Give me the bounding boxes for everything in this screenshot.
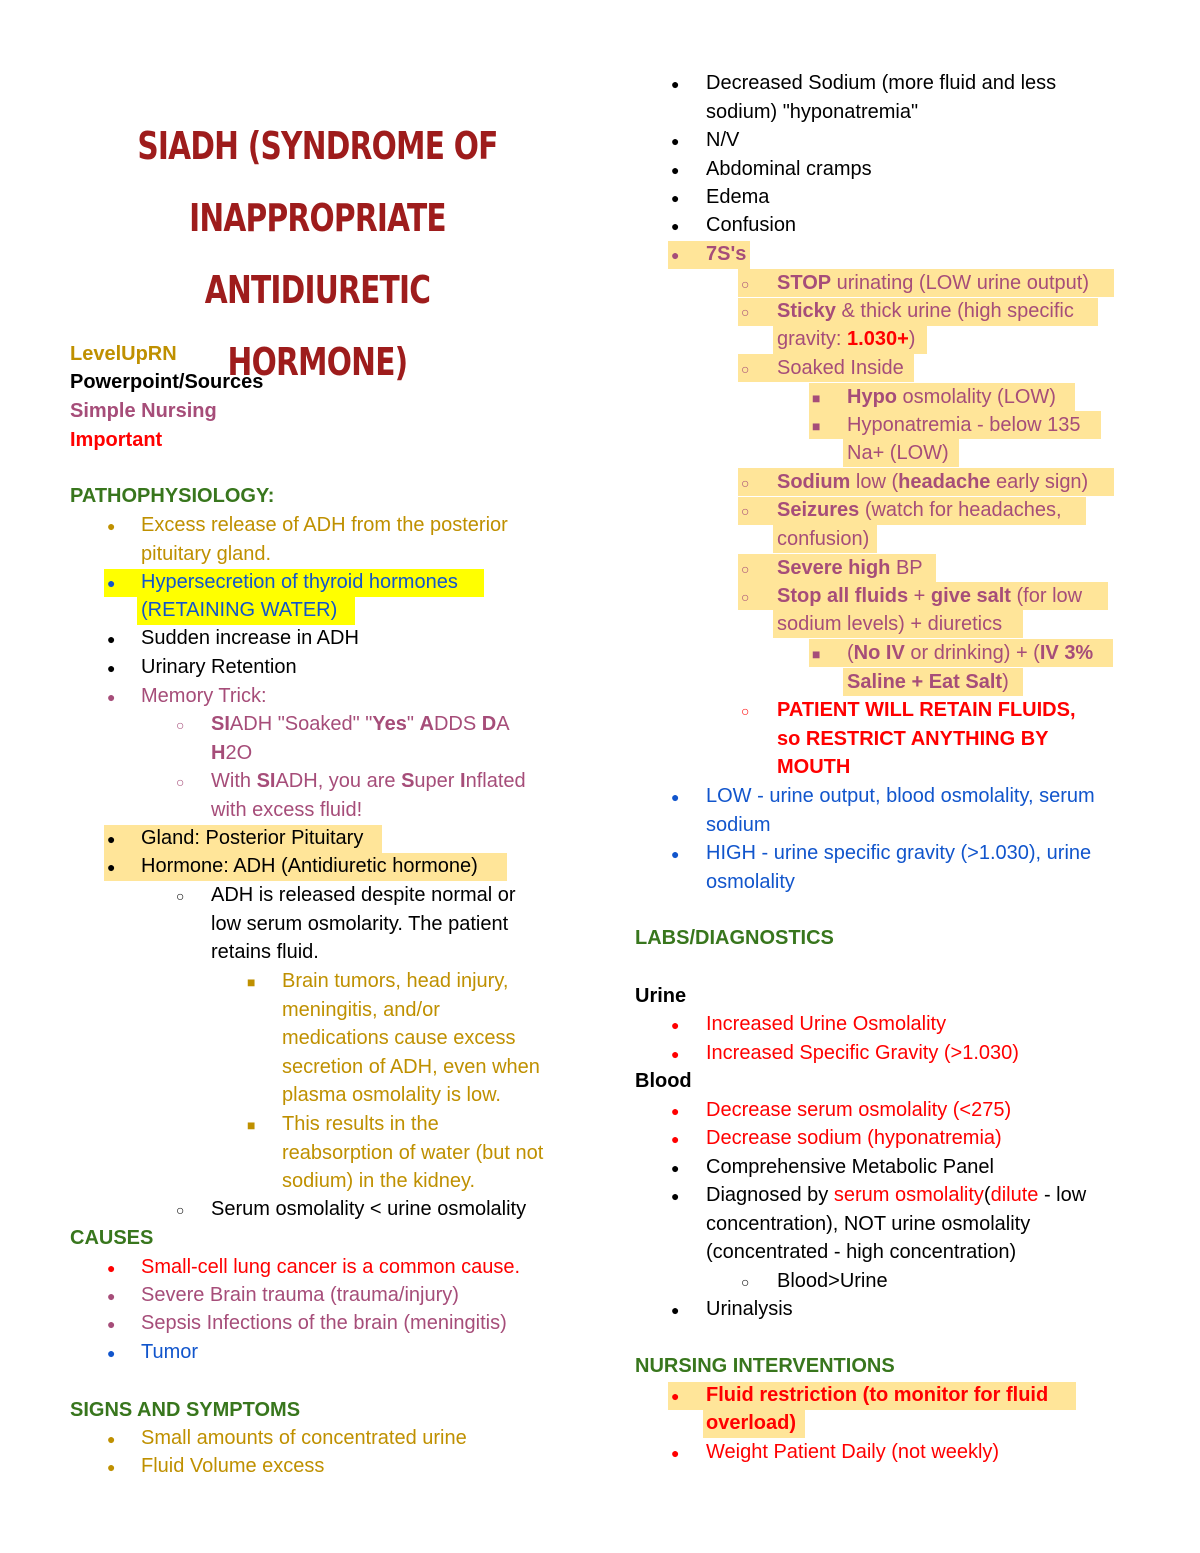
- bullet-disc-icon: ●: [107, 1260, 116, 1276]
- bullet-circle-icon: ○: [741, 503, 750, 519]
- bullet-disc-icon: ●: [107, 1288, 116, 1304]
- list-item: 7S's: [706, 243, 747, 265]
- list-item: Comprehensive Metabolic Panel: [706, 1156, 994, 1178]
- subheading-blood: Blood: [635, 1070, 692, 1092]
- title-line: SIADH (SYNDROME OF: [137, 124, 498, 168]
- bullet-disc-icon: ●: [107, 660, 116, 676]
- list-item: Severe high BP: [777, 557, 923, 579]
- list-item: so RESTRICT ANYTHING BY: [777, 728, 1049, 750]
- list-item: Urinalysis: [706, 1298, 793, 1320]
- list-item: overload): [706, 1412, 797, 1434]
- bullet-disc-icon: ●: [107, 631, 116, 647]
- list-item: meningitis, and/or: [282, 999, 440, 1021]
- list-item: Tumor: [141, 1341, 199, 1363]
- bullet-circle-icon: ○: [176, 1202, 185, 1218]
- list-item: Na+ (LOW): [847, 442, 949, 464]
- list-item: Memory Trick:: [141, 685, 267, 707]
- legend-important: Important: [70, 429, 163, 451]
- list-item: Small amounts of concentrated urine: [141, 1427, 467, 1449]
- list-item: osmolality: [706, 871, 795, 893]
- list-item: Blood>Urine: [777, 1270, 888, 1292]
- list-item: concentration), NOT urine osmolality: [706, 1213, 1031, 1235]
- bullet-disc-icon: ●: [107, 1316, 116, 1332]
- bullet-circle-icon: ○: [176, 888, 185, 904]
- section-heading-pathophysiology: PATHOPHYSIOLOGY:: [70, 485, 275, 507]
- list-item: Sepsis Infections of the brain (meningitis): [141, 1312, 507, 1334]
- list-item: Severe Brain trauma (trauma/injury): [141, 1284, 459, 1306]
- list-item: LOW - urine output, blood osmolality, serum: [706, 785, 1095, 807]
- list-item: Abdominal cramps: [706, 158, 872, 180]
- list-item: Diagnosed by serum osmolality(dilute - low: [706, 1184, 1087, 1206]
- list-item: Serum osmolality < urine osmolality: [211, 1198, 527, 1220]
- bullet-disc-icon: ●: [107, 831, 116, 847]
- list-item: reabsorption of water (but not: [282, 1142, 544, 1164]
- bullet-disc-icon: ●: [671, 1388, 680, 1404]
- subheading-urine: Urine: [635, 985, 687, 1007]
- bullet-disc-icon: ●: [107, 518, 116, 534]
- list-item: Decrease sodium (hyponatremia): [706, 1127, 1002, 1149]
- list-item: (concentrated - high concentration): [706, 1241, 1017, 1263]
- list-item: Edema: [706, 186, 770, 208]
- list-item: medications cause excess: [282, 1027, 516, 1049]
- list-item: plasma osmolality is low.: [282, 1084, 501, 1106]
- list-item: HIGH - urine specific gravity (>1.030), urine: [706, 842, 1092, 864]
- list-item: confusion): [777, 528, 870, 550]
- list-item: with excess fluid!: [211, 799, 363, 821]
- bullet-disc-icon: ●: [107, 1345, 116, 1361]
- bullet-disc-icon: ●: [671, 1302, 680, 1318]
- bullet-circle-icon: ○: [741, 304, 750, 320]
- list-item: Hormone: ADH (Antidiuretic hormone): [141, 855, 478, 877]
- section-heading-causes: CAUSES: [70, 1227, 154, 1249]
- list-item: Excess release of ADH from the posterior: [141, 514, 508, 536]
- list-item: Hypersecretion of thyroid hormones: [141, 571, 458, 593]
- legend-simple-nursing: Simple Nursing: [70, 400, 217, 422]
- bullet-circle-icon: ○: [741, 361, 750, 377]
- list-item: STOP urinating (LOW urine output): [777, 272, 1089, 294]
- bullet-circle-icon: ○: [176, 717, 185, 733]
- bullet-square-icon: ■: [812, 646, 821, 662]
- bullet-square-icon: ■: [812, 418, 821, 434]
- memory-trick-1: SIADH "Soaked" "Yes" ADDS DA: [211, 713, 510, 735]
- bullet-disc-icon: ●: [671, 789, 680, 805]
- list-item: sodium levels) + diuretics: [777, 613, 1003, 635]
- bullet-disc-icon: ●: [671, 162, 680, 178]
- title-line: HORMONE): [227, 340, 408, 384]
- bullet-disc-icon: ●: [671, 1046, 680, 1062]
- bullet-circle-icon: ○: [741, 475, 750, 491]
- list-item: gravity: 1.030+): [777, 328, 916, 350]
- bullet-square-icon: ■: [812, 390, 821, 406]
- bullet-circle-icon: ○: [741, 703, 750, 719]
- bullet-circle-icon: ○: [741, 276, 750, 292]
- section-heading-nursing: NURSING INTERVENTIONS: [635, 1355, 895, 1377]
- bullet-disc-icon: ●: [671, 218, 680, 234]
- section-heading-labs: LABS/DIAGNOSTICS: [635, 927, 834, 949]
- list-item: Stop all fluids + give salt (for low: [777, 585, 1083, 607]
- list-item: (No IV or drinking) + (IV 3%: [847, 642, 1094, 664]
- bullet-circle-icon: ○: [176, 774, 185, 790]
- list-item: low serum osmolarity. The patient: [211, 913, 509, 935]
- list-item: Increased Urine Osmolality: [706, 1013, 947, 1035]
- page-title: [124, 110, 510, 398]
- bullet-disc-icon: ●: [671, 1103, 680, 1119]
- memory-trick-2: With SIADH, you are Super Inflated: [211, 770, 526, 792]
- bullet-disc-icon: ●: [671, 1017, 680, 1033]
- list-item: Gland: Posterior Pituitary: [141, 827, 364, 849]
- list-item: This results in the: [282, 1113, 439, 1135]
- bullet-disc-icon: ●: [671, 1131, 680, 1147]
- list-item: Fluid Volume excess: [141, 1455, 325, 1477]
- list-item: ADH is released despite normal or: [211, 884, 516, 906]
- bullet-disc-icon: ●: [107, 1431, 116, 1447]
- list-item: Soaked Inside: [777, 357, 904, 379]
- bullet-disc-icon: ●: [671, 846, 680, 862]
- bullet-disc-icon: ●: [107, 689, 116, 705]
- list-item: Saline + Eat Salt): [847, 671, 1009, 693]
- list-item: Sudden increase in ADH: [141, 627, 359, 649]
- bullet-square-icon: ■: [247, 974, 256, 990]
- list-item: Hypo osmolality (LOW): [847, 386, 1056, 408]
- list-item: N/V: [706, 129, 740, 151]
- bullet-circle-icon: ○: [741, 589, 750, 605]
- list-item: PATIENT WILL RETAIN FLUIDS,: [777, 699, 1076, 721]
- list-item: Small-cell lung cancer is a common cause.: [141, 1256, 521, 1278]
- list-item: Confusion: [706, 214, 797, 236]
- list-item: retains fluid.: [211, 941, 319, 963]
- list-item: Decrease serum osmolality (<275): [706, 1099, 1012, 1121]
- bullet-disc-icon: ●: [671, 133, 680, 149]
- bullet-disc-icon: ●: [671, 1188, 680, 1204]
- list-item: Decreased Sodium (more fluid and less: [706, 72, 1057, 94]
- list-item: Brain tumors, head injury,: [282, 970, 509, 992]
- title-line: INAPPROPRIATE ANTIDIURETIC: [189, 196, 446, 312]
- bullet-disc-icon: ●: [107, 859, 116, 875]
- memory-trick-1-cont: H2O: [211, 742, 253, 764]
- bullet-disc-icon: ●: [671, 76, 680, 92]
- list-item: Seizures (watch for headaches,: [777, 499, 1062, 521]
- legend-levelup: LevelUpRN: [70, 343, 177, 365]
- legend-powerpoint: Powerpoint/Sources: [70, 371, 264, 393]
- bullet-disc-icon: ●: [671, 1160, 680, 1176]
- bullet-disc-icon: ●: [671, 1445, 680, 1461]
- list-item: Hyponatremia - below 135: [847, 414, 1081, 436]
- list-item: secretion of ADH, even when: [282, 1056, 540, 1078]
- bullet-disc-icon: ●: [107, 575, 116, 591]
- list-item: (RETAINING WATER): [141, 599, 338, 621]
- bullet-circle-icon: ○: [741, 561, 750, 577]
- section-heading-signs: SIGNS AND SYMPTOMS: [70, 1399, 301, 1421]
- bullet-circle-icon: ○: [741, 1274, 750, 1290]
- list-item: Sodium low (headache early sign): [777, 471, 1089, 493]
- list-item: Urinary Retention: [141, 656, 297, 678]
- list-item: Fluid restriction (to monitor for fluid: [706, 1384, 1049, 1406]
- list-item: sodium) in the kidney.: [282, 1170, 476, 1192]
- list-item: Sticky & thick urine (high specific: [777, 300, 1074, 322]
- list-item: pituitary gland.: [141, 543, 272, 565]
- bullet-disc-icon: ●: [107, 1459, 116, 1475]
- list-item: Weight Patient Daily (not weekly): [706, 1441, 1000, 1463]
- list-item: Increased Specific Gravity (>1.030): [706, 1042, 1019, 1064]
- list-item: sodium) "hyponatremia": [706, 101, 919, 123]
- bullet-square-icon: ■: [247, 1117, 256, 1133]
- bullet-disc-icon: ●: [671, 190, 680, 206]
- list-item: sodium: [706, 814, 771, 836]
- list-item: MOUTH: [777, 756, 851, 778]
- bullet-disc-icon: ●: [671, 247, 680, 263]
